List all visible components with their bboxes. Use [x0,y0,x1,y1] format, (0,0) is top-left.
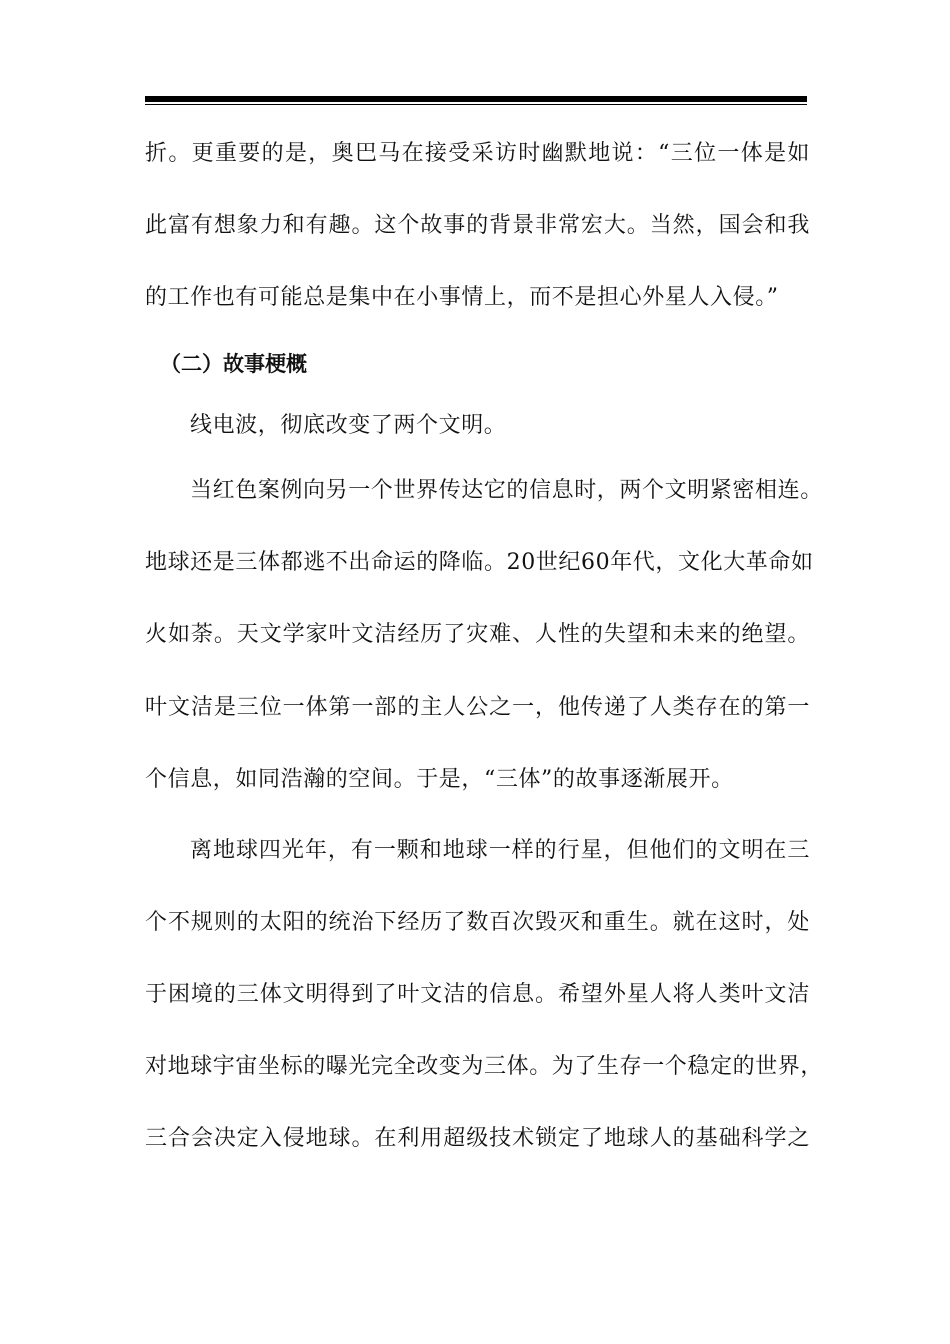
paragraph-line: 三合会决定入侵地球。在利用超级技术锁定了地球人的基础科学之 [145,1126,810,1151]
paragraph-line: 个信息，如同浩瀚的空间。于是，“三体”的故事逐渐展开。 [145,767,734,792]
paragraph-line: 叶文洁是三位一体第一部的主人公之一，他传递了人类存在的第一 [145,695,810,720]
paragraph-line: 的工作也有可能总是集中在小事情上，而不是担心外星人入侵。” [145,285,779,310]
paragraph-line: 折。更重要的是，奥巴马在接受采访时幽默地说：“三位一体是如 [145,141,810,166]
header-rule-thin [145,104,807,105]
paragraph-line: 地球还是三体都逃不出命运的降临。20世纪60年代，文化大革命如 [145,550,814,575]
paragraph-line: 线电波，彻底改变了两个文明。 [190,413,507,438]
paragraph-line: 此富有想象力和有趣。这个故事的背景非常宏大。当然，国会和我 [145,213,810,238]
section-heading: （二）故事梗概 [160,352,307,376]
paragraph-line: 当红色案例向另一个世界传达它的信息时，两个文明紧密相连。 [190,478,823,503]
paragraph-line: 于困境的三体文明得到了叶文洁的信息。希望外星人将人类叶文洁 [145,982,810,1007]
paragraph-line: 个不规则的太阳的统治下经历了数百次毁灭和重生。就在这时，处 [145,910,810,935]
paragraph-line: 对地球宇宙坐标的曝光完全改变为三体。为了生存一个稳定的世界， [145,1054,824,1079]
paragraph-line: 火如荼。天文学家叶文洁经历了灾难、人性的失望和未来的绝望。 [145,622,810,647]
header-rule [145,96,807,102]
paragraph-line: 离地球四光年，有一颗和地球一样的行星，但他们的文明在三 [190,838,810,863]
